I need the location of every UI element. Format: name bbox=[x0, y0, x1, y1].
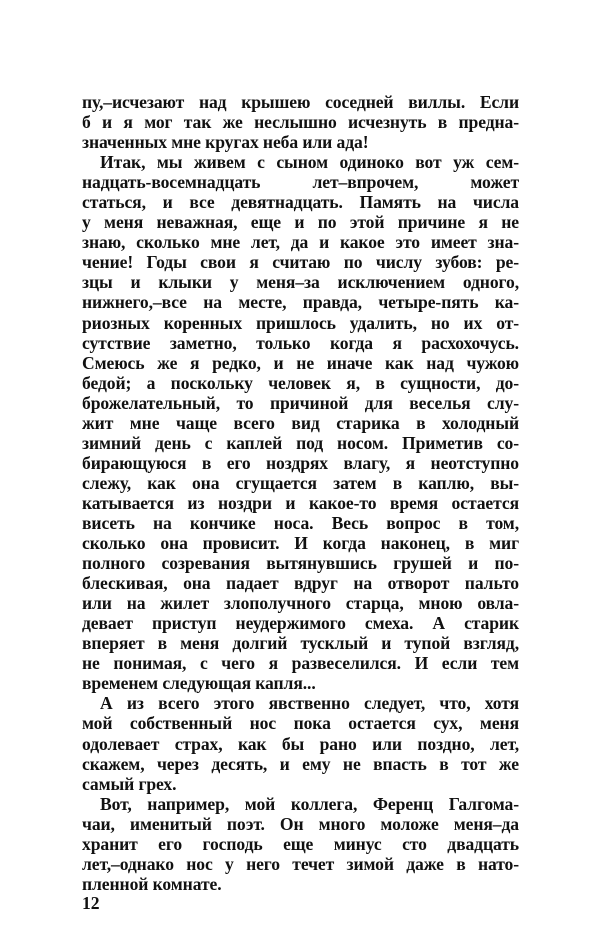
text-line: вперяет в меня долгий тусклый и тупой взгляд, bbox=[82, 633, 519, 654]
text-line: девает приступ неудержимого смеха. А старик bbox=[82, 613, 519, 634]
text-line: хранит его господь еще минус сто двадцать bbox=[82, 833, 519, 854]
text-line: зимний день с каплей под носом. Приметив со- bbox=[82, 432, 519, 453]
text-line: б и я мог так же неслышно исчезнуть в предна- bbox=[82, 112, 519, 133]
text-line: Итак, мы живем с сыном одиноко вот уж сем- bbox=[100, 152, 519, 173]
text-line: знаю, сколько мне лет, да и какое это имеет зна- bbox=[82, 232, 519, 253]
text-line: нижнего,–все на месте, правда, четыре-пять ка- bbox=[82, 292, 519, 313]
text-line: Вот, например, мой коллега, Ференц Галгома- bbox=[100, 793, 519, 814]
text-line: лет,–однако нос у него течет зимой даже в нато- bbox=[82, 853, 519, 874]
text-line: жит мне чаще всего вид старика в холодный bbox=[82, 412, 519, 433]
text-line: одолевает страх, как бы рано или поздно, лет, bbox=[82, 733, 519, 754]
text-line: риозных коренных пришлось удалить, но их от- bbox=[82, 312, 519, 333]
text-line: временем следующая капля... bbox=[82, 673, 316, 694]
text-line: у меня неважная, еще и по этой причине я не bbox=[82, 212, 519, 233]
text-line: значенных мне кругах неба или ада! bbox=[82, 132, 369, 153]
text-line: бедой; а поскольку человек я, в сущности, до- bbox=[82, 372, 519, 393]
text-line: слежу, как она сгущается затем в каплю, вы- bbox=[82, 472, 519, 493]
text-line: зцы и клыки у меня–за исключением одного, bbox=[82, 272, 519, 293]
text-line: не понимая, с чего я развеселился. И если тем bbox=[82, 653, 519, 674]
text-line: пленной комнате. bbox=[82, 873, 222, 894]
page-number: 12 bbox=[82, 893, 100, 913]
text-line: сутствие заметно, только когда я расхохочусь. bbox=[82, 332, 519, 353]
text-line: полного созревания вытянувшись грушей и по- bbox=[82, 553, 519, 574]
text-line: пу,–исчезают над крышею соседней виллы. Если bbox=[82, 92, 519, 112]
text-line: мой собственный нос пока остается сух, меня bbox=[82, 713, 519, 734]
text-line: брожелательный, то причиной для веселья слу- bbox=[82, 392, 519, 413]
page-body-text bbox=[82, 92, 519, 894]
text-line: или на жилет злополучного старца, мною овла- bbox=[82, 593, 519, 614]
text-line: катывается из ноздри и какое-то время остается bbox=[82, 492, 519, 513]
text-line: висеть на кончике носа. Весь вопрос в том, bbox=[82, 512, 519, 533]
text-line: надцать-восемнадцать лет–впрочем, может bbox=[82, 172, 519, 193]
text-line: самый грех. bbox=[82, 773, 177, 794]
text-line: чаи, именитый поэт. Он много моложе меня–да bbox=[82, 813, 519, 834]
text-line: бирающуюся в его ноздрях влагу, я неотступно bbox=[82, 452, 519, 473]
text-line: чение! Годы свои я считаю по числу зубов: ре- bbox=[82, 252, 519, 273]
text-line: скажем, через десять, и ему не впасть в тот же bbox=[82, 753, 519, 774]
text-line: сколько она провисит. И когда наконец, в миг bbox=[82, 533, 519, 554]
text-line: А из всего этого явственно следует, что, хотя bbox=[100, 693, 519, 714]
text-line: статься, и все девятнадцать. Память на числа bbox=[82, 192, 519, 213]
text-line: Смеюсь же я редко, и не иначе как над чужою bbox=[82, 352, 519, 373]
text-line: блескивая, она падает вдруг на отворот пальто bbox=[82, 573, 519, 594]
